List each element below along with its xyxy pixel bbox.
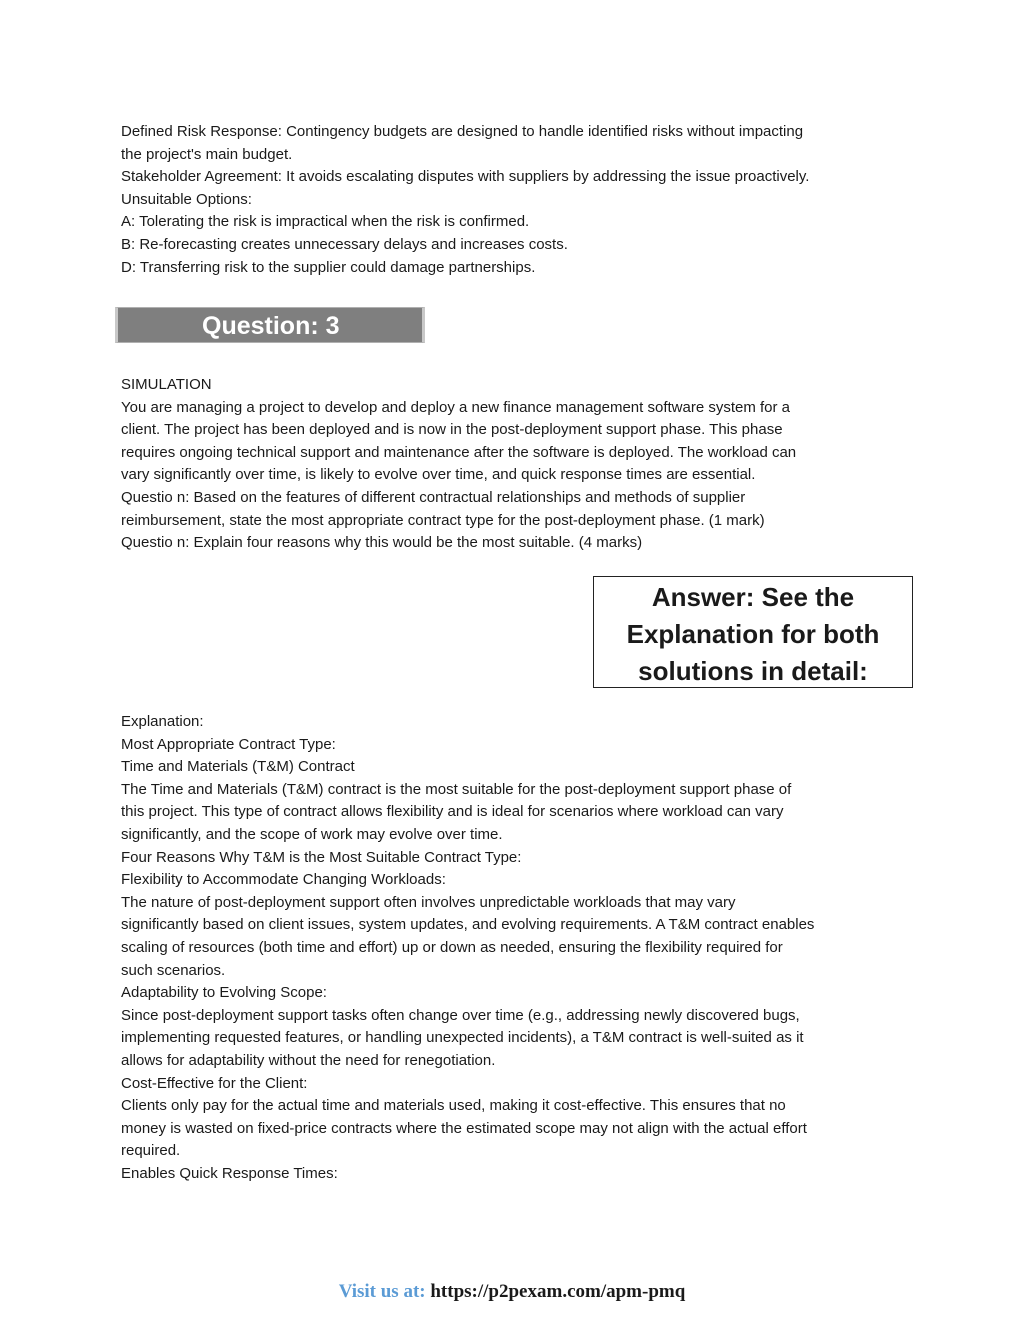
answer-line: Answer: See the bbox=[651, 582, 855, 612]
intro-paragraph bbox=[121, 121, 911, 279]
text-line: requires ongoing technical support and maintenance after the software is deployed. The workload can bbox=[121, 443, 797, 461]
text-line: Since post-deployment support tasks often change over time (e.g., addressing newly discovered bugs, bbox=[121, 1006, 800, 1024]
text-line: Adaptability to Evolving Scope: bbox=[121, 984, 327, 1002]
text-line: money is wasted on fixed-price contracts where the estimated scope may not align with the actual effort bbox=[121, 1119, 807, 1137]
text-line: D: Transferring risk to the supplier could damage partnerships. bbox=[121, 258, 536, 276]
text-line: Questio n: Based on the features of different contractual relationships and methods of supplier bbox=[121, 488, 746, 506]
text-line: B: Re-forecasting creates unnecessary delays and increases costs. bbox=[121, 235, 568, 253]
text-line: implementing requested features, or handling unexpected incidents), a T&M contract is well-suited as it bbox=[121, 1029, 804, 1047]
text-line: Enables Quick Response Times: bbox=[121, 1164, 338, 1182]
text-line: Cost-Effective for the Client: bbox=[121, 1074, 308, 1092]
text-line: such scenarios. bbox=[121, 961, 226, 979]
answer-box bbox=[593, 576, 913, 688]
text-line: Flexibility to Accommodate Changing Workloads: bbox=[121, 871, 446, 889]
text-line: The nature of post-deployment support often involves unpredictable workloads that may vary bbox=[121, 893, 736, 911]
text-line: vary significantly over time, is likely to evolve over time, and quick response times are essential. bbox=[121, 466, 756, 484]
text-line: Clients only pay for the actual time and materials used, making it cost-effective. This ensures that no bbox=[121, 1097, 786, 1115]
text-line: Stakeholder Agreement: It avoids escalating disputes with suppliers by addressing the issue proactively. bbox=[121, 168, 810, 186]
footer-link[interactable]: https://p2pexam.com/apm-pmq bbox=[430, 1281, 686, 1302]
text-line: A: Tolerating the risk is impractical when the risk is confirmed. bbox=[121, 213, 530, 231]
text-line: Questio n: Explain four reasons why this would be the most suitable. (4 marks) bbox=[121, 534, 643, 552]
explanation-text bbox=[121, 711, 911, 1185]
text-line: scaling of resources (both time and effort) up or down as needed, ensuring the flexibility required for bbox=[121, 938, 783, 956]
answer-line: Explanation for both bbox=[626, 619, 880, 649]
text-line: Unsuitable Options: bbox=[121, 190, 252, 208]
text-line: significantly, and the scope of work may evolve over time. bbox=[121, 825, 503, 843]
question-title: Question: 3 bbox=[202, 312, 340, 340]
text-line: client. The project has been deployed and is now in the post-deployment support phase. This phase bbox=[121, 421, 783, 439]
question-text bbox=[121, 374, 911, 555]
text-line: You are managing a project to develop and deploy a new finance management software system for a bbox=[121, 398, 791, 416]
page-footer bbox=[0, 1281, 1024, 1303]
text-line: SIMULATION bbox=[121, 376, 212, 393]
text-line: the project's main budget. bbox=[121, 145, 293, 163]
footer-label: Visit us at: bbox=[338, 1281, 426, 1302]
text-line: allows for adaptability without the need for renegotiation. bbox=[121, 1051, 496, 1069]
answer-line: solutions in detail: bbox=[638, 656, 868, 686]
question-header-bar bbox=[115, 307, 425, 343]
text-line: Explanation: bbox=[121, 713, 204, 730]
text-line: significantly based on client issues, system updates, and evolving requirements. A T&M contract enables bbox=[121, 916, 815, 934]
text-line: this project. This type of contract allows flexibility and is ideal for scenarios where workload can vary bbox=[121, 803, 784, 821]
text-line: Most Appropriate Contract Type: bbox=[121, 735, 336, 753]
text-line: Four Reasons Why T&M is the Most Suitable Contract Type: bbox=[121, 848, 522, 866]
text-line: reimbursement, state the most appropriate contract type for the post-deployment phase. (1 mark) bbox=[121, 511, 765, 529]
text-line: Time and Materials (T&M) Contract bbox=[121, 758, 355, 776]
text-line: Defined Risk Response: Contingency budgets are designed to handle identified risks without impacting bbox=[121, 123, 804, 140]
text-line: The Time and Materials (T&M) contract is the most suitable for the post-deployment support phase of bbox=[121, 780, 792, 798]
text-line: required. bbox=[121, 1142, 181, 1160]
